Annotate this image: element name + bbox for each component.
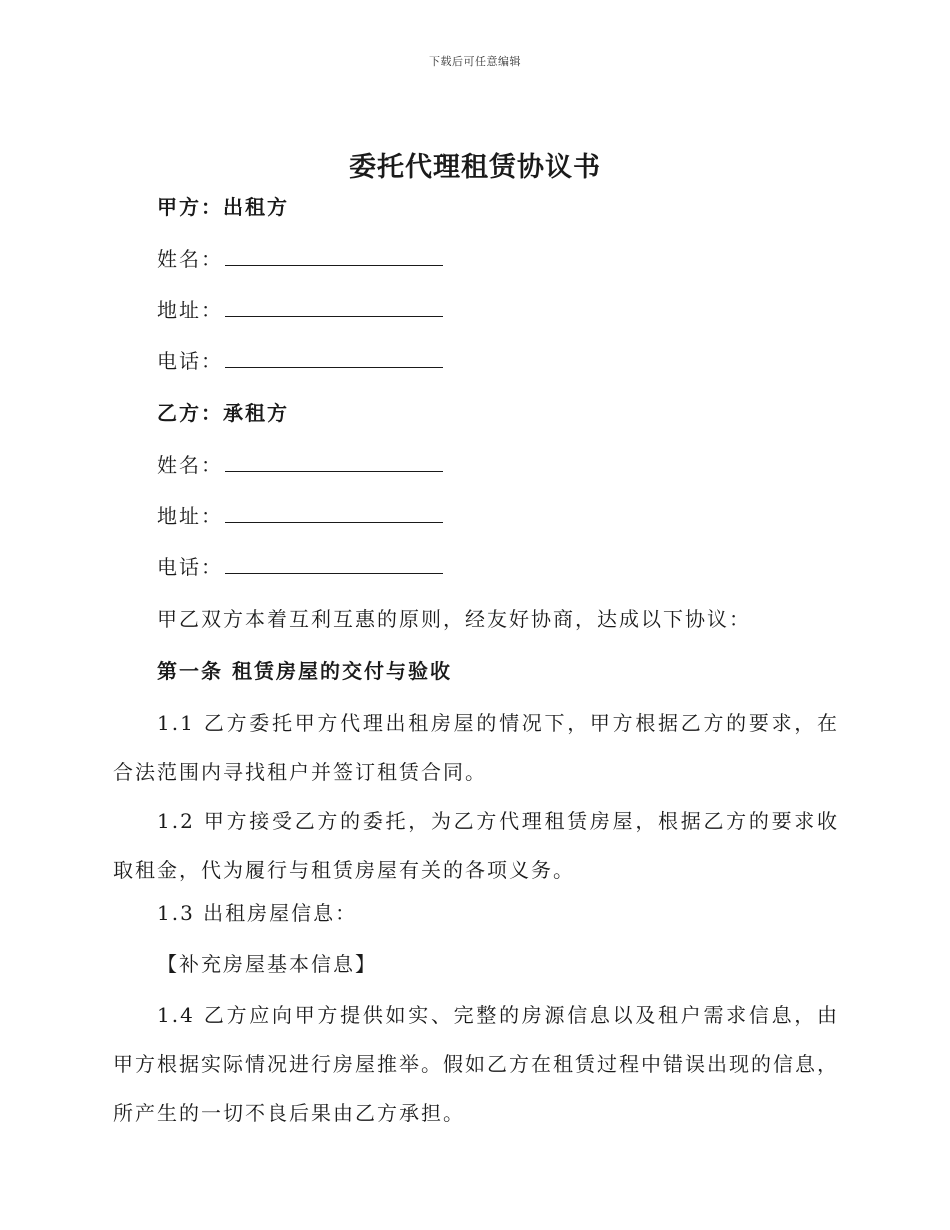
party-a-address-row: [157, 297, 443, 323]
party-a-address-label: 地址：: [157, 298, 223, 322]
party-b-address-row: [157, 503, 443, 529]
party-a-name-blank[interactable]: [225, 247, 443, 266]
party-b-name-blank[interactable]: [225, 453, 443, 472]
party-b-address-blank[interactable]: [225, 504, 443, 523]
clause-1-3: 1.3 出租房屋信息：: [157, 901, 358, 925]
party-b-phone-blank[interactable]: [225, 555, 443, 574]
clause-1-1: 1.1 乙方委托甲方代理出租房屋的情况下，甲方根据乙方的要求，在合法范围内寻找租户并签订租赁合同。: [113, 711, 839, 784]
party-b-name-label: 姓名：: [157, 453, 223, 477]
party-a-name-label: 姓名：: [157, 247, 223, 271]
party-a-phone-blank[interactable]: [225, 349, 443, 368]
party-a-address-blank[interactable]: [225, 298, 443, 317]
house-info-placeholder: 【补充房屋基本信息】: [157, 952, 377, 976]
party-b-heading: 乙方：承租方: [157, 401, 289, 425]
party-b-address-label: 地址：: [157, 504, 223, 528]
party-a-heading: 甲方：出租方: [157, 195, 289, 219]
clause-1-4: 1.4 乙方应向甲方提供如实、完整的房源信息以及租户需求信息，由甲方根据实际情况进行房屋推举。假如乙方在租赁过程中错误出现的信息，所产生的一切不良后果由乙方承担。: [113, 1003, 839, 1125]
party-b-phone-row: [157, 554, 443, 580]
party-a-phone-label: 电话：: [157, 349, 223, 373]
clause-1-2: 1.2 甲方接受乙方的委托，为乙方代理租赁房屋，根据乙方的要求收取租金，代为履行与租赁房屋有关的各项义务。: [113, 809, 839, 882]
document-title: 委托代理租赁协议书: [349, 152, 601, 183]
party-b-phone-label: 电话：: [157, 555, 223, 579]
header-note: 下载后可任意编辑: [429, 55, 521, 68]
party-a-phone-row: [157, 348, 443, 374]
party-a-name-row: [157, 246, 443, 272]
article-1-heading: 第一条 租赁房屋的交付与验收: [157, 659, 452, 683]
party-b-name-row: [157, 452, 443, 478]
intro-text: 甲乙双方本着互利互惠的原则，经友好协商，达成以下协议：: [157, 607, 751, 631]
